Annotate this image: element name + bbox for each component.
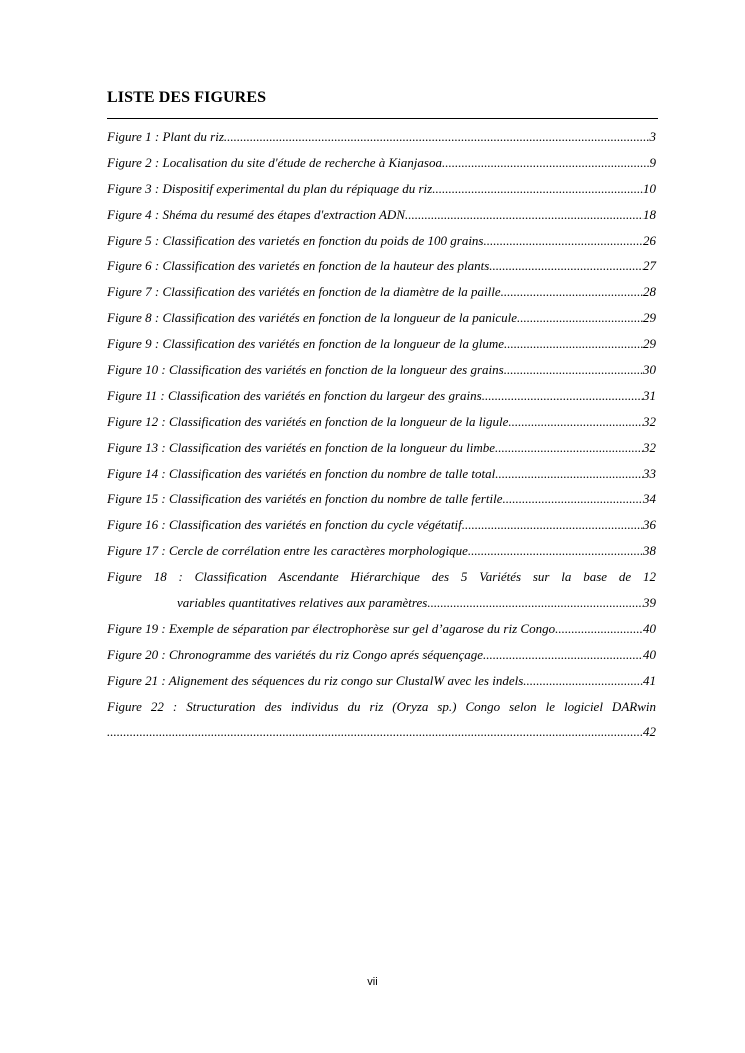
figure-entry-label: Figure 7 : Classification des variétés en fonction de la diamètre de la paille (107, 284, 501, 300)
dot-leader (432, 176, 643, 202)
dot-leader (523, 668, 643, 694)
figure-entry-18-first-line (107, 564, 656, 590)
figure-entry-label: Figure 19 : Exemple de séparation par électrophorèse sur gel d’agarose du riz Congo (107, 620, 556, 636)
figure-entry-18 (107, 564, 656, 616)
figure-list (107, 124, 656, 745)
figure-entry-2 (107, 150, 656, 176)
figure-entry-page: 38 (643, 543, 656, 559)
figure-entry-label: Figure 6 : Classification des varietés en fonction de la hauteur des plants (107, 258, 490, 274)
figure-entry-6 (107, 253, 656, 279)
dot-leader (501, 279, 643, 305)
figure-entry-page: 18 (643, 206, 656, 222)
figure-entry-8 (107, 305, 656, 331)
figure-entry-page: 31 (643, 387, 656, 403)
figure-entry-5 (107, 228, 656, 254)
figure-entry-7 (107, 279, 656, 305)
figure-entry-18-word: Variétés (479, 569, 522, 585)
figure-entry-label: Figure 3 : Dispositif experimental du plan du répiquage du riz (107, 180, 433, 196)
figure-entry-18-word: base (583, 569, 608, 585)
dot-leader (517, 305, 643, 331)
figure-entry-page: 40 (643, 620, 656, 636)
figure-entry-page: 34 (643, 491, 656, 507)
figure-entry-page: 26 (643, 232, 656, 248)
figure-entry-label: Figure 4 : Shéma du resumé des étapes d'extraction ADN (107, 206, 405, 222)
dot-leader (483, 642, 643, 668)
figure-entry-page: 32 (643, 439, 656, 455)
figure-entry-15 (107, 486, 656, 512)
figure-entry-18-word: Classification (194, 569, 267, 585)
dot-leader (508, 409, 643, 435)
figure-entry-label: Figure 17 : Cercle de corrélation entre les caractères morphologique (107, 543, 468, 559)
figure-entry-page: 32 (643, 413, 656, 429)
figure-entry-22-page: 42 (643, 724, 656, 740)
figure-entry-10 (107, 357, 656, 383)
figure-entry-label: Figure 1 : Plant du riz (107, 129, 224, 144)
figure-entry-label: Figure 10 : Classification des variétés en fonction de la longueur des grains (107, 362, 504, 378)
figure-entry-page: 29 (643, 336, 656, 352)
figure-entry-21 (107, 668, 656, 694)
dot-leader (484, 228, 644, 254)
figure-entry-label: Figure 12 : Classification des variétés en fonction de la longueur de la ligule (107, 413, 509, 429)
figure-entry-3 (107, 176, 656, 202)
page-title: LISTE DES FIGURES (107, 89, 267, 106)
figure-entry-page: 36 (643, 517, 656, 533)
figure-entry-18-word: 5 (460, 569, 468, 585)
dot-leader (502, 486, 643, 512)
figure-entry-label: Figure 14 : Classification des variétés en fonction du nombre de talle total (107, 465, 496, 481)
dot-leader (462, 512, 643, 538)
figure-entry-18-word: Hiérarchique (350, 569, 420, 585)
figure-entry-page: 27 (643, 258, 656, 274)
figure-entry-18-word: des (431, 569, 450, 585)
figure-entry-18-page: 39 (643, 595, 656, 611)
figure-entry-12 (107, 409, 656, 435)
figure-entry-18-word: 12 (642, 569, 656, 585)
dot-leader (489, 253, 643, 279)
dot-leader (504, 357, 643, 383)
dot-leader (405, 202, 643, 228)
figure-entry-4 (107, 202, 656, 228)
figure-entry-22-label (107, 694, 656, 720)
figure-entry-11 (107, 383, 656, 409)
figure-entry-18-word: de (618, 569, 632, 585)
figure-entry-18-word: Figure (107, 569, 142, 585)
figure-entry-16 (107, 512, 656, 538)
dot-leader (504, 331, 643, 357)
dot-leader (224, 124, 650, 150)
figure-entry-14 (107, 461, 656, 487)
title-underline (107, 118, 658, 119)
figure-entry-page: 3 (649, 129, 656, 144)
figure-entry-label: Figure 13 : Classification des variétés en fonction de la longueur du limbe (107, 439, 496, 455)
figure-entry-18-word: : (178, 569, 183, 585)
dot-leader (442, 150, 650, 176)
figure-entry-18-word: sur (532, 569, 550, 585)
figure-entry-label: Figure 16 : Classification des variétés en fonction du cycle végétatif (107, 517, 462, 533)
figure-entry-page: 10 (643, 180, 656, 196)
figure-entry-19 (107, 616, 656, 642)
figure-entry-20 (107, 642, 656, 668)
dot-leader (495, 435, 643, 461)
figure-entry-17 (107, 538, 656, 564)
dot-leader (107, 719, 643, 745)
figure-entry-label: Figure 20 : Chronogramme des variétés du riz Congo aprés séquençage (107, 646, 483, 662)
dot-leader (495, 461, 643, 487)
figure-entry-page: 29 (643, 310, 656, 326)
figure-entry-label: Figure 21 : Alignement des séquences du riz congo sur ClustalW avec les indels (107, 672, 524, 688)
figure-entry-18-word: Ascendante (278, 569, 339, 585)
page-number: vii (367, 976, 378, 988)
figure-entry-page: 30 (643, 362, 656, 378)
figure-entry-label: Figure 5 : Classification des varietés en fonction du poids de 100 grains (107, 232, 484, 248)
figure-entry-9 (107, 331, 656, 357)
figure-entry-page: 41 (643, 672, 656, 688)
figure-entry-22-continuation (107, 719, 656, 745)
figure-entry-22 (107, 694, 656, 746)
figure-entry-page: 40 (643, 646, 656, 662)
figure-entry-18-word: la (561, 569, 572, 585)
figure-entry-13 (107, 435, 656, 461)
figure-entry-18-continuation (107, 590, 656, 616)
dot-leader (468, 538, 643, 564)
figure-entry-18-word: 18 (153, 569, 167, 585)
figure-entry-label: Figure 8 : Classification des variétés en fonction de la longueur de la panicule (107, 310, 518, 326)
figure-entry-label: Figure 2 : Localisation du site d'étude de recherche à Kianjasoa (107, 154, 442, 170)
figure-entry-18-label: variables quantitatives relatives aux paramètres (177, 595, 428, 611)
figure-entry-label: Figure 11 : Classification des variétés en fonction du largeur des grains (107, 387, 482, 403)
dot-leader (482, 383, 643, 409)
dot-leader (555, 616, 643, 642)
dot-leader (427, 590, 643, 616)
figure-entry-22-text: Figure 22 : Structuration des individus du riz (Oryza sp.) Congo selon le logiciel DARwin (107, 698, 656, 714)
figure-entry-page: 33 (643, 465, 656, 481)
figure-entry-page: 9 (649, 154, 656, 170)
figure-entry-label: Figure 9 : Classification des variétés en fonction de la longueur de la glume (107, 336, 505, 352)
figure-entry-1 (107, 124, 656, 150)
figure-entry-label: Figure 15 : Classification des variétés en fonction du nombre de talle fertile (107, 491, 503, 507)
figure-entry-page: 28 (643, 284, 656, 300)
